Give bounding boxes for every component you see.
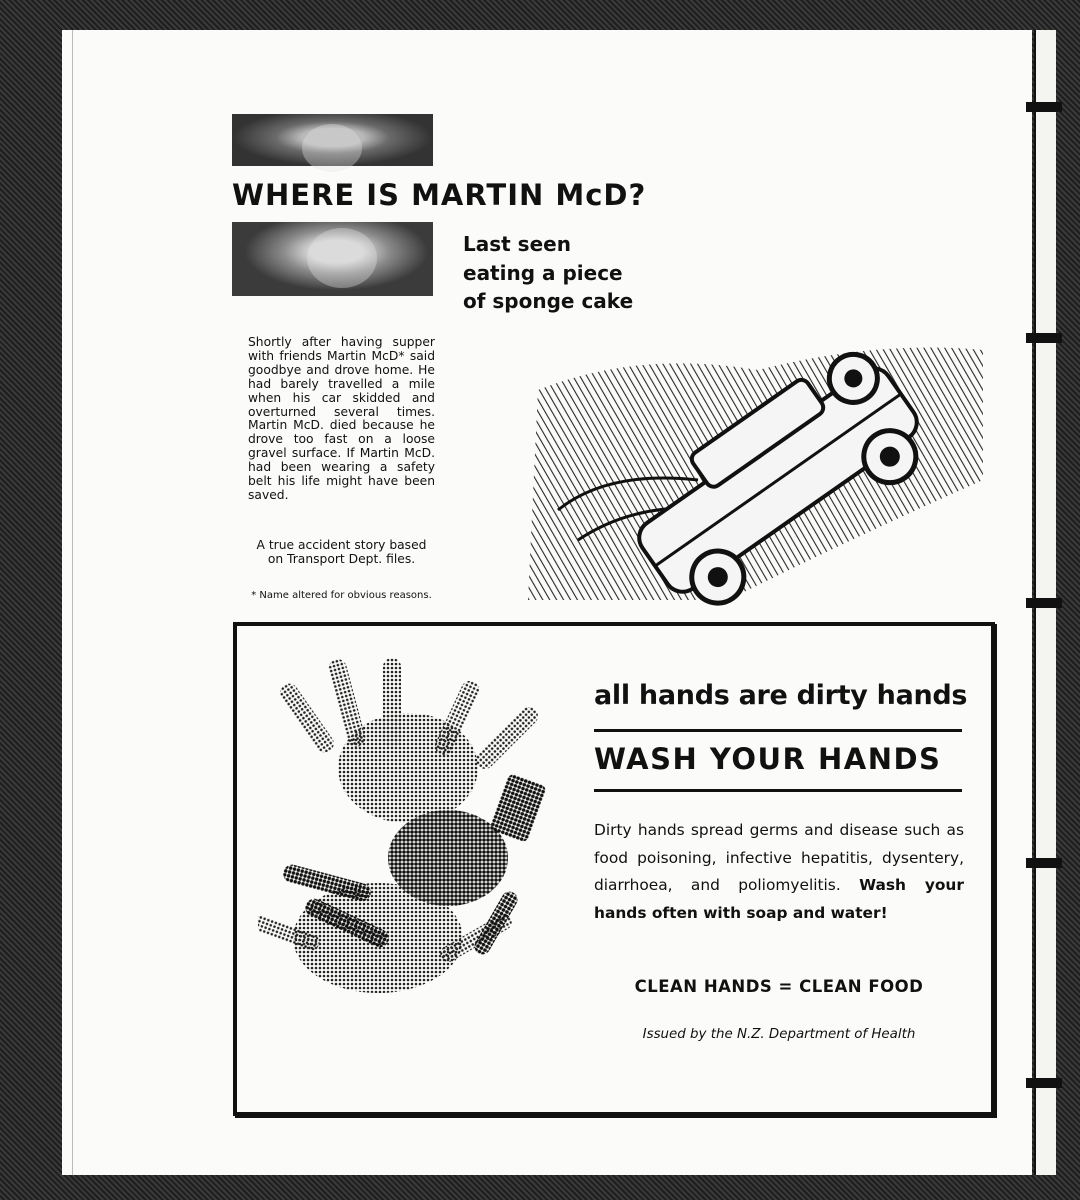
- ad-body-text: Dirty hands spread germs and disease such as food poisoning, infective hepatitis, dysentery, diarrhoea, and poliomyelitis.: [594, 821, 964, 894]
- man-photo-icon: [232, 114, 433, 166]
- article-source-note: A true accident story based on Transport Dept. files.: [256, 538, 427, 566]
- smiling-man-photo-icon: [232, 222, 433, 296]
- ad-issuer: Issued by the N.Z. Department of Health: [642, 1027, 916, 1042]
- subhead-line: of sponge cake: [463, 289, 634, 313]
- ad-divider: [594, 729, 962, 732]
- article-footnote: * Name altered for obvious reasons.: [251, 590, 432, 601]
- handprints-illustration: [258, 658, 588, 1018]
- ad-divider: [594, 789, 962, 792]
- ad-subtitle: WASH YOUR HANDS: [594, 742, 942, 776]
- article-story: Shortly after having supper with friends Martin McD* said goodbye and drove home. He had barely travelled a mile when his car skidded and overturned several times. Martin McD. died because he drove too fast on a loose gravel surface. If Martin McD. had been wearing a safety belt his life might have been saved.: [248, 335, 435, 502]
- overturned-car-illustration: [518, 330, 988, 612]
- subhead-line: eating a piece: [463, 260, 623, 285]
- binding-mark: [1026, 333, 1062, 343]
- page-fold-line: [72, 30, 73, 1175]
- ad-slogan: CLEAN HANDS = CLEAN FOOD: [634, 977, 924, 996]
- subhead-line: Last seen: [463, 232, 571, 256]
- binding-mark: [1026, 858, 1062, 868]
- binding-mark: [1026, 102, 1062, 112]
- article-headline: WHERE IS MARTIN McD?: [232, 178, 647, 212]
- ad-body: [594, 817, 964, 927]
- ad-title: all hands are dirty hands: [594, 680, 968, 711]
- article-subhead: [463, 230, 703, 316]
- binding-mark: [1026, 598, 1062, 608]
- ad-body-emphasis: Wash your hands often with soap and water!: [594, 876, 964, 922]
- binding-mark: [1026, 1078, 1062, 1088]
